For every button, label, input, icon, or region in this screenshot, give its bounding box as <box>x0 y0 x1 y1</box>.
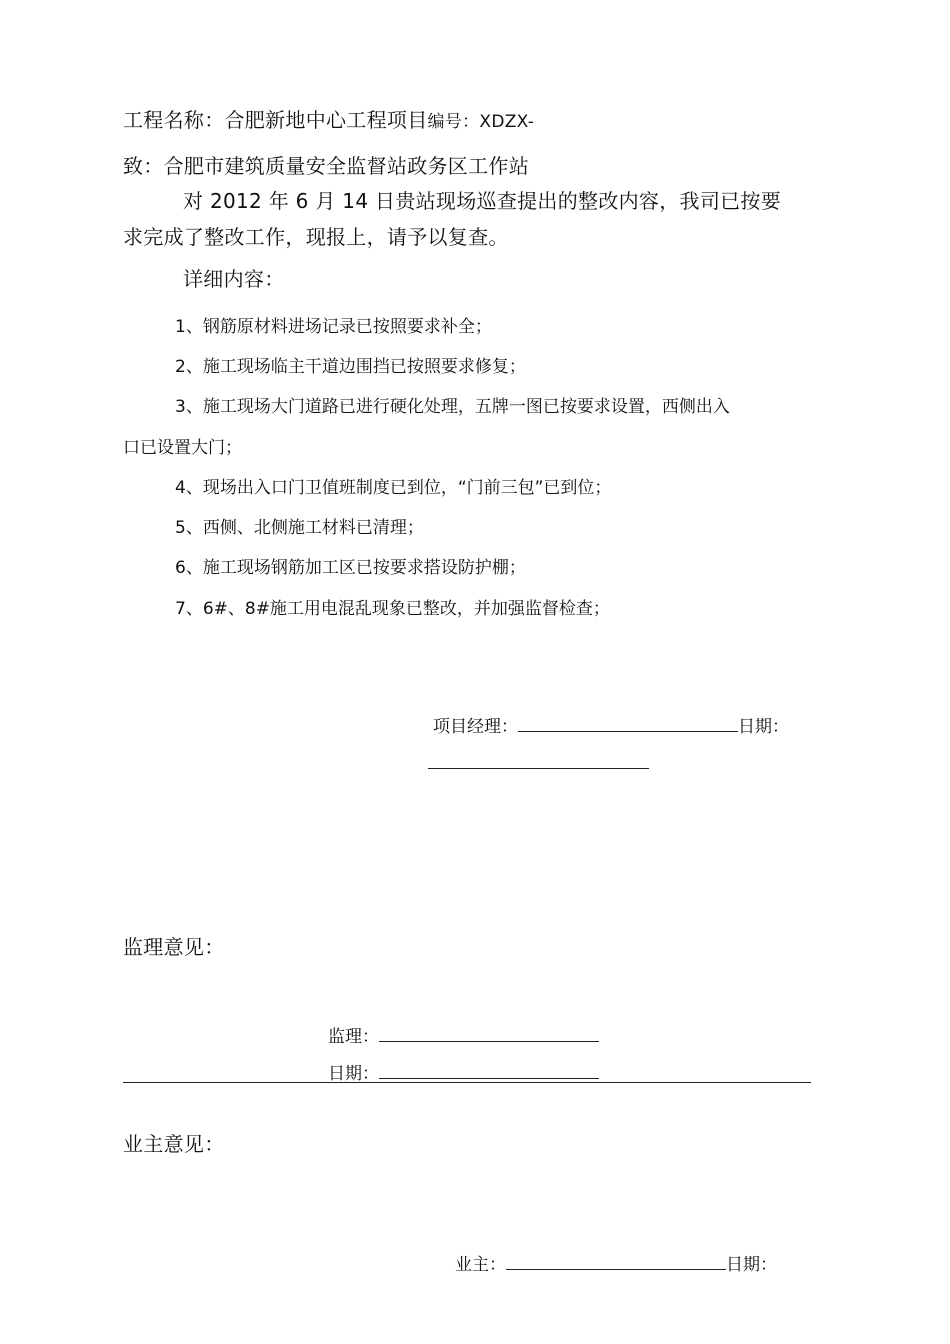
list-item: 口已设置大门； <box>123 438 242 458</box>
owner-signature-row <box>455 1250 777 1275</box>
list-item: 6、施工现场钢筋加工区已按要求搭设防护棚； <box>175 558 526 578</box>
list-item: 2、施工现场临主干道边围挡已按照要求修复； <box>175 357 526 377</box>
supervisor-signature-line[interactable] <box>379 1023 599 1042</box>
section-divider <box>123 1082 811 1083</box>
manager-date-label: 日期： <box>738 717 789 737</box>
owner-label: 业主： <box>455 1255 506 1275</box>
manager-date-line[interactable] <box>428 768 649 769</box>
supervisor-signature-row <box>328 1022 599 1047</box>
supervisor-label: 监理： <box>328 1027 379 1047</box>
supervisor-date-label: 日期： <box>328 1064 379 1084</box>
addressee: 致：合肥市建筑质量安全监督站政务区工作站 <box>123 154 529 178</box>
manager-signature-row <box>433 712 789 737</box>
list-item: 3、施工现场大门道路已进行硬化处理，五牌一图已按要求设置，西侧出入 <box>175 397 730 417</box>
manager-label: 项目经理： <box>433 717 518 737</box>
list-item: 1、钢筋原材料进场记录已按照要求补全； <box>175 317 492 337</box>
owner-date-label: 日期： <box>726 1255 777 1275</box>
manager-signature-line[interactable] <box>518 713 738 732</box>
owner-heading: 业主意见： <box>123 1132 225 1156</box>
owner-signature-line[interactable] <box>506 1251 726 1270</box>
intro-line-2: 求完成了整改工作，现报上，请予以复查。 <box>123 225 509 249</box>
supervisor-heading: 监理意见： <box>123 935 225 959</box>
document-number: 编号：XDZX- <box>427 112 535 132</box>
intro-line-1: 对 2012 年 6 月 14 日贵站现场巡查提出的整改内容，我司已按要 <box>183 189 782 213</box>
list-item: 7、6#、8#施工用电混乱现象已整改，并加强监督检查； <box>175 599 610 619</box>
project-name: 工程名称：合肥新地中心工程项目 <box>123 108 428 132</box>
list-item: 4、现场出入口门卫值班制度已到位，“门前三包”已到位； <box>175 478 612 498</box>
supervisor-date-line[interactable] <box>379 1060 599 1079</box>
details-heading: 详细内容： <box>183 267 285 291</box>
header-line <box>123 104 534 133</box>
list-item: 5、西侧、北侧施工材料已清理； <box>175 518 424 538</box>
supervisor-date-row <box>328 1059 599 1084</box>
